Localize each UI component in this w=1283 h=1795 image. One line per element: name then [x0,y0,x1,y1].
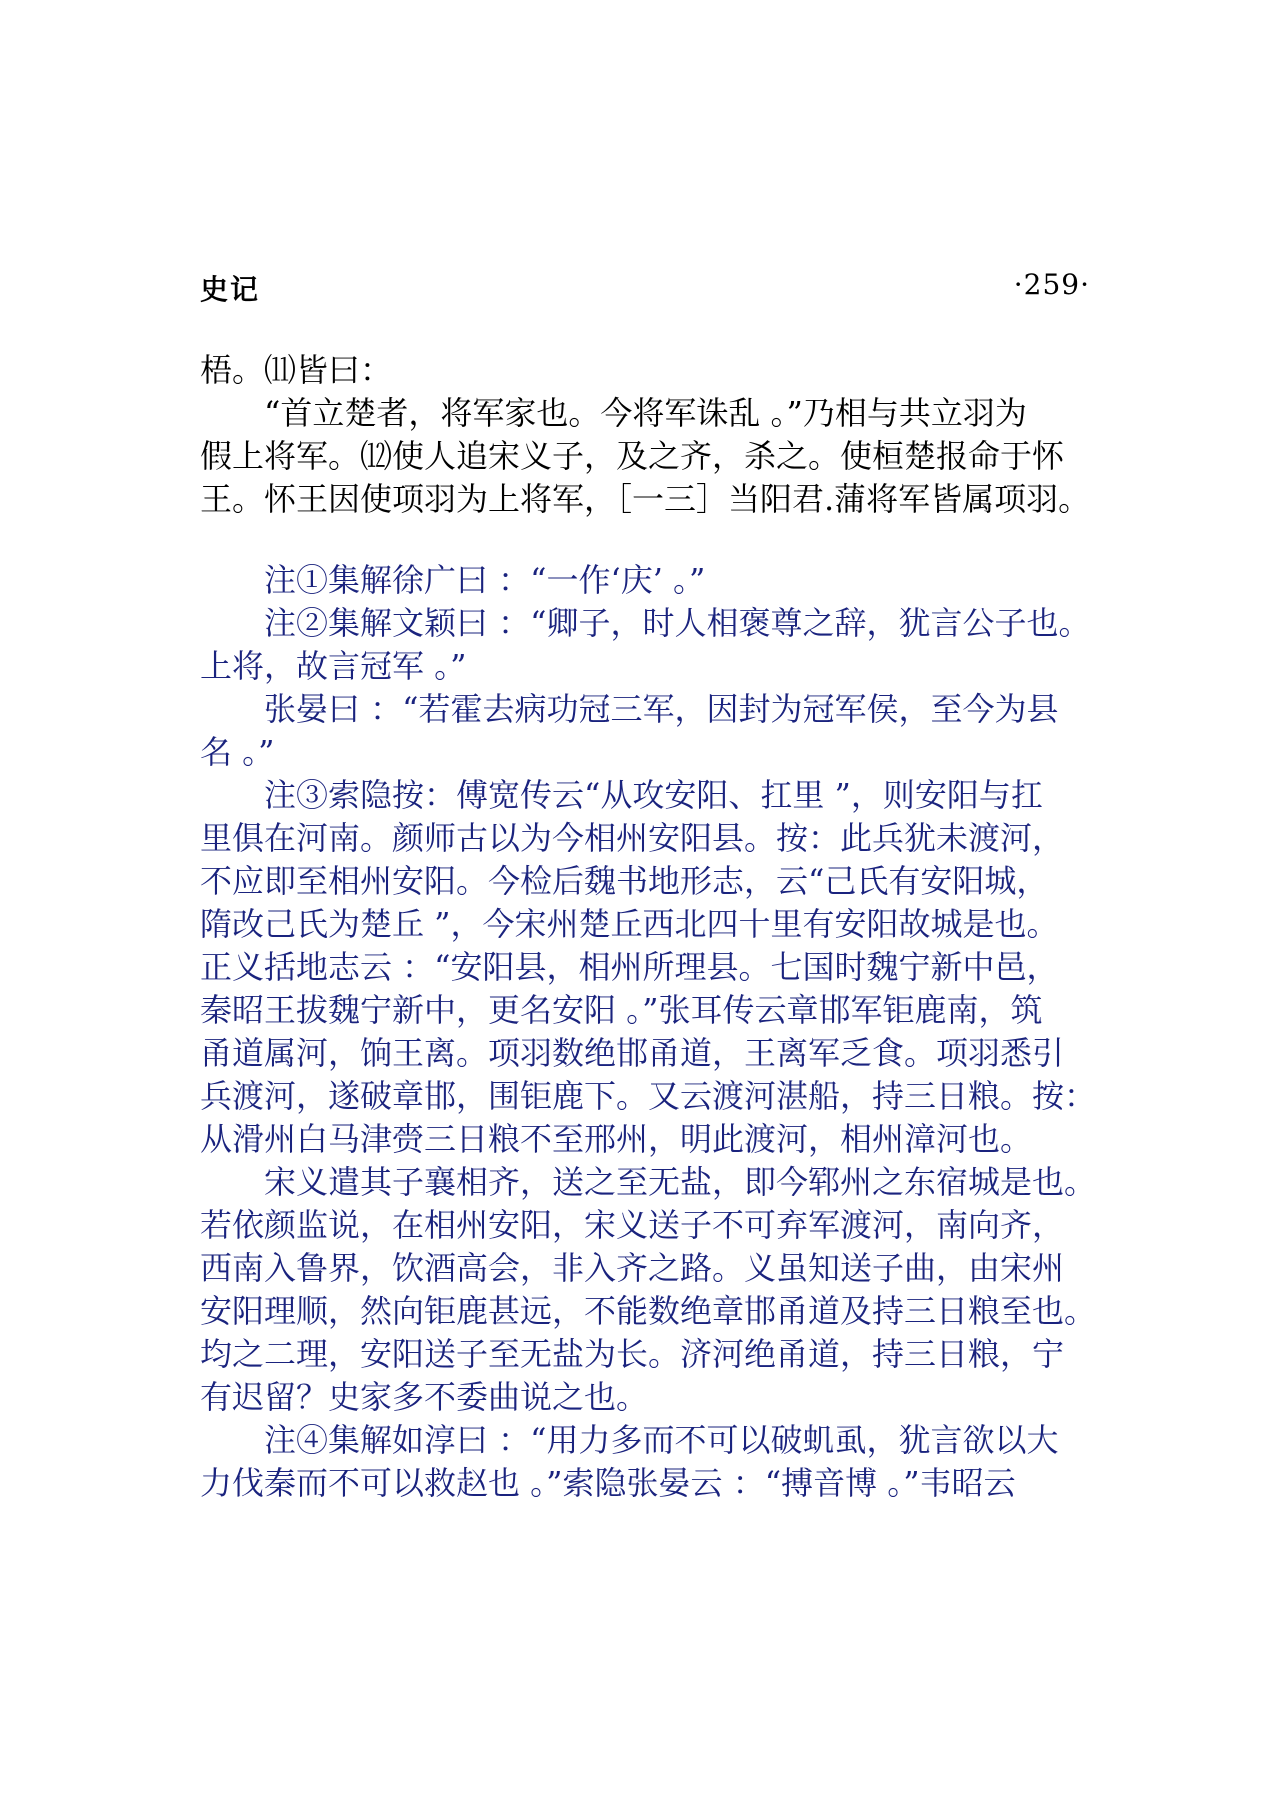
page-number: ·259· [1013,268,1090,301]
note-line: 注④集解如淳曰 ：“用力多而不可以破虮虱，犹言欲以大 [264,1421,1059,1459]
book-title: 史记 [200,273,261,306]
note-line: 甬道属河，饷王离。项羽数绝邯甬道，王离军乏食。项羽悉引 [200,1034,1065,1072]
note-line: 注②集解文颖曰 ：“卿子，时人相褒尊之辞，犹言公子也。 [264,604,1091,642]
note-line: 有迟留？史家多不委曲说之也。 [200,1378,649,1416]
note-line: 安阳理顺，然向钜鹿甚远，不能数绝章邯甬道及持三日粮至也。 [200,1292,1097,1330]
note-line: 隋改己氏为楚丘 ”，今宋州楚丘西北四十里有安阳故城是也。 [200,905,1059,943]
page-header [200,268,1090,312]
main-text-line: 假上将军。⑿使人追宋义子，及之齐，杀之。使桓楚报命于怀 [200,437,1065,475]
note-line: 从滑州白马津赍三日粮不至邢州，明此渡河，相州漳河也。 [200,1120,1033,1158]
note-line: 名 。” [200,733,275,771]
note-line: 里俱在河南。颜师古以为今相州安阳县。按：此兵犹未渡河， [200,819,1065,857]
note-line: 西南入鲁界，饮酒高会，非入齐之路。义虽知送子曲，由宋州 [200,1249,1065,1287]
main-text-line: 梧。⑾皆曰： [200,351,393,389]
note-line: 秦昭王拔魏宁新中，更名安阳 。”张耳传云章邯军钜鹿南，筑 [200,991,1043,1029]
note-line: 均之二理，安阳送子至无盐为长。济河绝甬道，持三日粮，宁 [200,1335,1065,1373]
note-line: 上将，故言冠军 。” [200,647,467,685]
main-text-line: 王。怀王因使项羽为上将军，［一三］当阳君.蒲将军皆属项羽。 [200,480,1091,518]
note-line: 张晏曰 ：“若霍去病功冠三军，因封为冠军侯，至今为县 [264,690,1059,728]
page-body [200,349,1105,1505]
main-text-line: “首立楚者，将军家也。今将军诛乱 。”乃相与共立羽为 [264,394,1027,432]
main-text-block [200,349,1105,521]
note-line: 力伐秦而不可以救赵也 。”索隐张晏云 ：“搏音博 。”韦昭云 [200,1464,1016,1502]
section-gap [200,521,1105,559]
note-line: 兵渡河，遂破章邯，围钜鹿下。又云渡河湛船，持三日粮。按： [200,1077,1097,1115]
notes-block [200,559,1105,1505]
note-line: 不应即至相州安阳。今检后魏书地形志，云“己氏有安阳城， [200,862,1049,900]
note-line: 注①集解徐广曰 ：“一作‘庆’ 。” [264,561,706,599]
note-line: 宋义遣其子襄相齐，送之至无盐，即今郓州之东宿城是也。 [264,1163,1097,1201]
note-line: 若依颜监说，在相州安阳，宋义送子不可弃军渡河，南向齐， [200,1206,1065,1244]
note-line: 注③索隐按：傅宽传云“从攻安阳、扛里 ”，则安阳与扛 [264,776,1043,814]
note-line: 正义括地志云 ：“安阳县，相州所理县。七国时魏宁新中邑， [200,948,1059,986]
